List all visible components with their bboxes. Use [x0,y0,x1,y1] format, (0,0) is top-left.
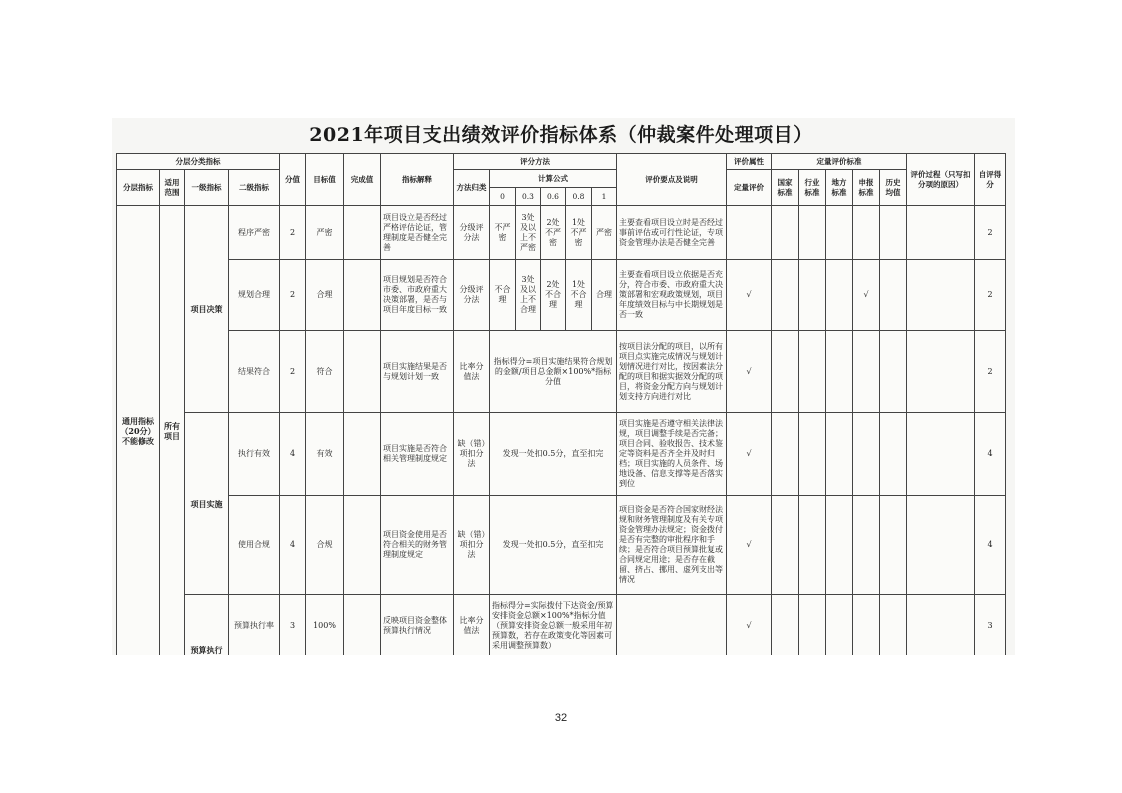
row-explain: 项目实施是否符合相关管理制度规定 [381,413,454,496]
header-attr: 评价属性 [727,154,772,170]
row-declare [853,206,880,260]
row-local [826,413,853,496]
document-title: 2021年项目支出绩效评价指标体系（仲裁案件处理项目） [309,124,813,146]
table-row [117,413,1006,496]
table-row [117,496,1006,595]
row-points: 项目资金是否符合国家财经法规和财务管理制度及有关专项资金管理办法规定；资金拨付是否有完整的审批程序和手续；是否符合项目预算批复或合同规定用途；是否存在截留、挤占、挪用、虚列支出等情况 [617,496,727,595]
header-method-type: 方法归类 [454,170,490,206]
row-industry [799,496,826,595]
row-name: 执行有效 [229,413,280,496]
row-process [907,206,975,260]
page-cut-edge [112,655,1022,659]
row-points: 项目实施是否遵守相关法律法规，项目调整手续是否完备；项目合同、验收报告、技术鉴定等资料是否齐全并及时归档；项目实施的人员条件、场地设备、信息支撑等是否落实到位 [617,413,727,496]
row-quant: √ [727,331,772,413]
row-industry [799,595,826,657]
row-name: 程序严密 [229,206,280,260]
row-points: 主要查看项目设立依据是否充分，符合市委、市政府重大决策部署和宏观政策规划，项目年度绩效目标与中长期规划是否一致 [617,260,727,331]
row-national [772,206,799,260]
row-self: 4 [975,496,1006,595]
row-quant: √ [727,413,772,496]
row-national [772,260,799,331]
row-national [772,496,799,595]
header-f08: 0.8 [566,188,592,206]
row-name: 使用合规 [229,496,280,595]
header-completion: 完成值 [344,154,381,206]
row-history [880,206,907,260]
group-budget: 预算执行 [185,595,229,657]
table-row [117,595,1006,657]
row-declare: √ [853,260,880,331]
table-row [117,206,1006,260]
table-row [117,331,1006,413]
row-process [907,413,975,496]
row-name: 结果符合 [229,331,280,413]
row-method: 分级评分法 [454,206,490,260]
row-national [772,413,799,496]
row-process [907,496,975,595]
row-target: 100% [306,595,344,657]
header-layer: 分层指标 [117,170,160,206]
header-f1: 1 [592,188,617,206]
row-completion [344,496,381,595]
row-c03: 3处及以上不合理 [516,260,541,331]
row-quant: √ [727,260,772,331]
row-self: 4 [975,413,1006,496]
row-score: 4 [280,413,306,496]
row-explain: 项目资金使用是否符合相关的财务管理制度规定 [381,496,454,595]
group-decision: 项目决策 [185,206,229,413]
layer-cell: 通用指标（20分）不能修改 [117,206,160,657]
row-name: 预算执行率 [229,595,280,657]
header-target: 目标值 [306,154,344,206]
row-points: 主要查看项目设立时是否经过事前评估或可行性论证，专项资金管理办法是否健全完善 [617,206,727,260]
header-quant: 定量评价 [727,170,772,206]
header-score: 分值 [280,154,306,206]
row-process [907,331,975,413]
row-local [826,331,853,413]
group-implementation: 项目实施 [185,413,229,595]
row-c0: 不合理 [490,260,516,331]
row-target: 有效 [306,413,344,496]
row-history [880,595,907,657]
row-points [617,595,727,657]
row-target: 严密 [306,206,344,260]
row-completion [344,260,381,331]
row-explain: 项目规划是否符合市委、市政府重大决策部署，是否与项目年度目标一致 [381,260,454,331]
row-explain: 项目实施结果是否与规划计划一致 [381,331,454,413]
row-explain: 反映项目资金整体预算执行情况 [381,595,454,657]
row-industry [799,260,826,331]
row-method: 比率分值法 [454,595,490,657]
table-row [117,260,1006,331]
row-name: 规划合理 [229,260,280,331]
row-points: 按项目法分配的项目，以所有项目点实施完成情况与规划计划情况进行对比，按因素法分配的项目和据实据效分配的项目，将资金分配方向与规划计划支持方向进行对比 [617,331,727,413]
header-process: 评价过程（只写扣分项的原因） [907,154,975,206]
header-method: 评分方法 [454,154,617,170]
header-f06: 0.6 [541,188,566,206]
row-self: 3 [975,595,1006,657]
row-completion [344,206,381,260]
row-score: 2 [280,260,306,331]
row-completion [344,331,381,413]
header-f0: 0 [490,188,516,206]
header-quant-std: 定量评价标准 [772,154,907,170]
row-process [907,595,975,657]
header-history: 历史均值 [880,170,907,206]
header-local: 地方标准 [826,170,853,206]
row-c06: 2处不合理 [541,260,566,331]
row-industry [799,413,826,496]
row-c08: 1处不严密 [566,206,592,260]
row-quant [727,206,772,260]
header-declare: 申报标准 [853,170,880,206]
row-industry [799,206,826,260]
row-method: 缺（错）项扣分法 [454,413,490,496]
header-explain: 指标解释 [381,154,454,206]
row-declare [853,413,880,496]
row-self: 2 [975,260,1006,331]
row-target: 合理 [306,260,344,331]
header-level2: 二级指标 [229,170,280,206]
row-quant: √ [727,496,772,595]
row-self: 2 [975,331,1006,413]
row-c1: 严密 [592,206,617,260]
row-c1: 合理 [592,260,617,331]
row-declare [853,496,880,595]
row-completion [344,595,381,657]
row-target: 合规 [306,496,344,595]
row-c08: 1处不合理 [566,260,592,331]
row-quant: √ [727,595,772,657]
row-declare [853,331,880,413]
row-local [826,260,853,331]
row-explain: 项目设立是否经过严格评估论证，管理制度是否健全完善 [381,206,454,260]
row-score: 4 [280,496,306,595]
row-national [772,595,799,657]
row-local [826,206,853,260]
row-history [880,260,907,331]
row-score: 2 [280,331,306,413]
row-formula: 发现一处扣0.5分，直至扣完 [490,496,617,595]
header-national: 国家标准 [772,170,799,206]
row-local [826,496,853,595]
row-local [826,595,853,657]
header-self: 自评得分 [975,154,1006,206]
row-c03: 3处及以上不严密 [516,206,541,260]
header-group-classify: 分层分类指标 [117,154,280,170]
row-process [907,260,975,331]
indicator-table [116,153,1006,657]
row-formula: 指标得分=项目实施结果符合规划的金额/项目总金额×100%*指标分值 [490,331,617,413]
row-history [880,496,907,595]
row-completion [344,413,381,496]
row-formula: 指标得分=实际拨付下达资金/预算安排资金总额×100%*指标分值（预算安排资金总额一般采用年初预算数，若存在政策变化等因素可采用调整预算数） [490,595,617,657]
row-self: 2 [975,206,1006,260]
row-method: 缺（错）项扣分法 [454,496,490,595]
row-history [880,413,907,496]
header-industry: 行业标准 [799,170,826,206]
row-national [772,331,799,413]
row-declare [853,595,880,657]
row-target: 符合 [306,331,344,413]
page-number: 32 [554,712,568,724]
row-method: 分级评分法 [454,260,490,331]
scope-cell: 所有项目 [160,206,185,657]
header-f03: 0.3 [516,188,541,206]
row-score: 2 [280,206,306,260]
row-c06: 2处不严密 [541,206,566,260]
row-score: 3 [280,595,306,657]
row-method: 比率分值法 [454,331,490,413]
header-formula: 计算公式 [490,170,617,188]
row-formula: 发现一处扣0.5分，直至扣完 [490,413,617,496]
row-industry [799,331,826,413]
header-key-points: 评价要点及说明 [617,154,727,206]
header-level1: 一级指标 [185,170,229,206]
header-scope: 适用范围 [160,170,185,206]
row-history [880,331,907,413]
row-c0: 不严密 [490,206,516,260]
